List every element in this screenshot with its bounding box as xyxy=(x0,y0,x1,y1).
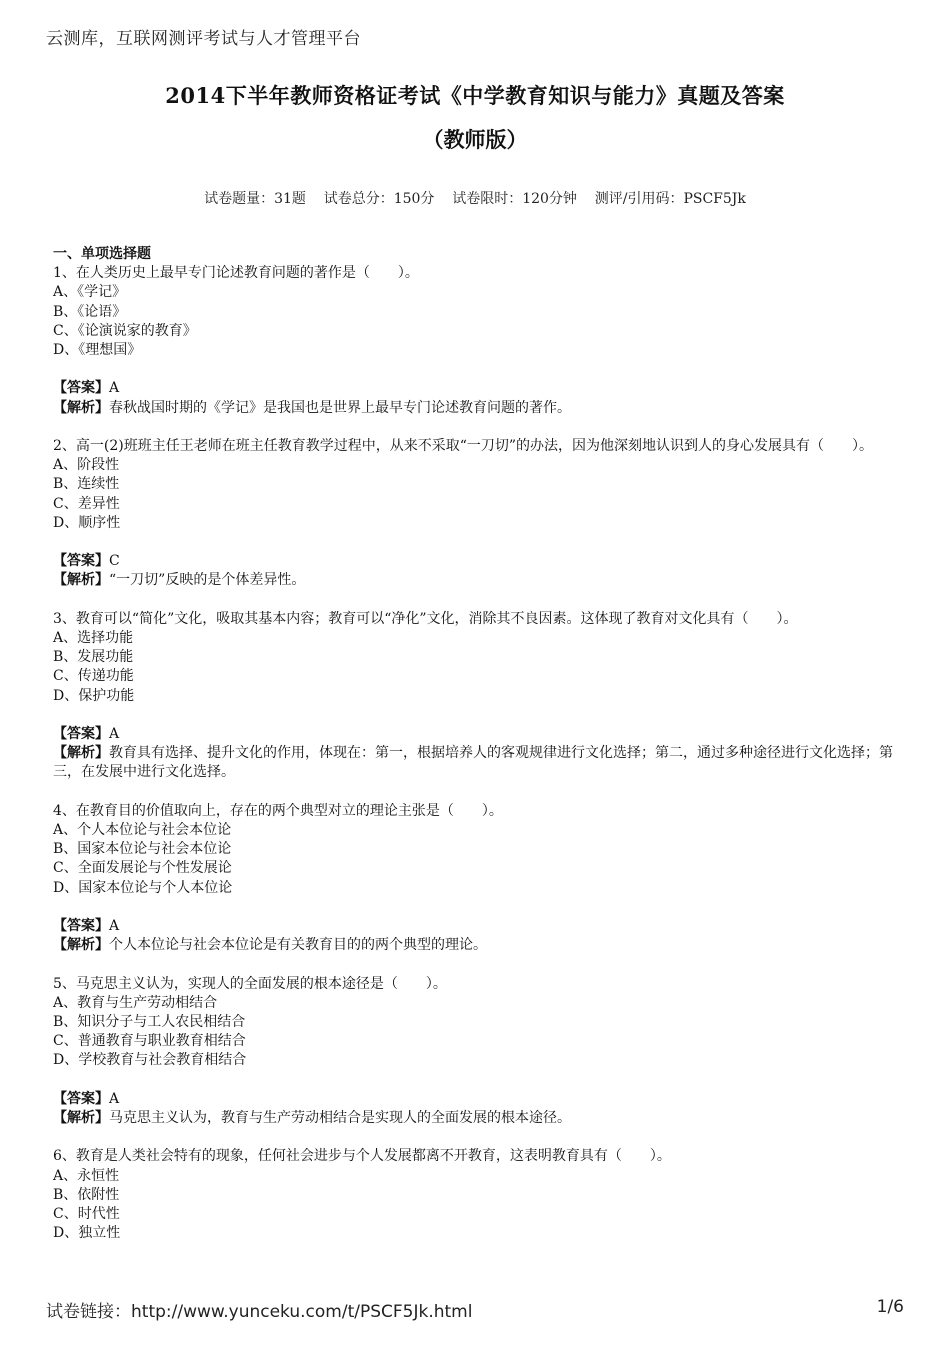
option-b: B、知识分子与工人农民相结合 xyxy=(53,1014,246,1030)
answer-line xyxy=(53,552,903,571)
question-item xyxy=(53,802,903,956)
answer-value: C xyxy=(109,553,120,570)
analysis-text: 马克思主义认为，教育与生产劳动相结合是实现人的全面发展的根本途径。 xyxy=(109,1110,571,1126)
question-text: 1、在人类历史上最早专门论述教育问题的著作是（ ）。 xyxy=(53,265,419,282)
option-d: D、国家本位论与个人本位论 xyxy=(53,879,233,896)
analysis-tag: 【解析】 xyxy=(53,937,109,954)
option-d: D、独立性 xyxy=(53,1225,121,1242)
option-d: D、顺序性 xyxy=(53,514,121,531)
exam-link[interactable]: 试卷链接：http://www.yunceku.com/t/PSCF5Jk.html xyxy=(46,1302,473,1322)
answer-tag: 【答案】 xyxy=(53,1090,109,1107)
answer-line xyxy=(53,917,903,936)
question-item xyxy=(53,975,903,1129)
answer-tag: 【答案】 xyxy=(53,726,109,742)
question-item xyxy=(53,437,903,591)
option-d: D、学校教育与社会教育相结合 xyxy=(53,1052,247,1069)
option-b: B、连续性 xyxy=(53,476,120,493)
option-c: C、全面发展论与个性发展论 xyxy=(53,860,232,877)
option-b: B、依附性 xyxy=(53,1186,120,1203)
section-title: 一、单项选择题 xyxy=(53,246,151,262)
analysis-line xyxy=(53,571,903,590)
option-d: D、保护功能 xyxy=(53,687,135,704)
answer-value: A xyxy=(109,918,120,934)
option-b: B、发展功能 xyxy=(53,649,134,666)
analysis-text: “一刀切”反映的是个体差异性。 xyxy=(109,572,306,589)
answer-line xyxy=(53,379,903,398)
option-b: B、《论语》 xyxy=(53,303,127,320)
question-text: 2、高一(2)班班主任王老师在班主任教育教学过程中，从来不采取“一刀切”的办法，因为他深刻地认识到人的身心发展具有（ ）。 xyxy=(53,438,874,454)
analysis-line xyxy=(53,744,903,782)
option-a: A、阶段性 xyxy=(53,457,120,474)
option-a: A、教育与生产劳动相结合 xyxy=(53,994,218,1011)
option-c: C、传递功能 xyxy=(53,668,134,685)
answer-value: A xyxy=(109,726,120,742)
answer-tag: 【答案】 xyxy=(53,380,109,397)
option-a: A、选择功能 xyxy=(53,630,134,646)
analysis-line xyxy=(53,936,903,955)
option-b: B、国家本位论与社会本位论 xyxy=(53,841,232,858)
analysis-tag: 【解析】 xyxy=(53,572,109,589)
page-number: 1/6 xyxy=(876,1297,904,1317)
answer-value: A xyxy=(109,1090,120,1107)
option-c: C、差异性 xyxy=(53,495,120,512)
question-item xyxy=(53,264,903,418)
question-item xyxy=(53,610,903,783)
option-d: D、《理想国》 xyxy=(53,342,142,359)
question-text: 5、马克思主义认为，实现人的全面发展的根本途径是（ ）。 xyxy=(53,975,447,992)
analysis-tag: 【解析】 xyxy=(53,399,109,416)
analysis-tag: 【解析】 xyxy=(53,1110,109,1126)
analysis-tag: 【解析】 xyxy=(53,745,109,762)
answer-value: A xyxy=(109,380,120,397)
analysis-line xyxy=(53,399,903,418)
option-a: A、个人本位论与社会本位论 xyxy=(53,822,232,838)
question-text: 4、在教育目的价值取向上，存在的两个典型对立的理论主张是（ ）。 xyxy=(53,802,503,819)
question-text: 6、教育是人类社会特有的现象，任何社会进步与个人发展都离不开教育，这表明教育具有（ ）。 xyxy=(53,1148,671,1165)
option-c: C、普通教育与职业教育相结合 xyxy=(53,1033,246,1050)
document-subtitle: （教师版） xyxy=(422,127,528,152)
option-a: A、《学记》 xyxy=(53,284,127,301)
exam-meta-info: 试卷题量：31题 试卷总分：150分 试卷限时：120分钟 测评/引用码：PSCF5Jk xyxy=(204,191,746,207)
option-c: C、时代性 xyxy=(53,1206,120,1222)
answer-tag: 【答案】 xyxy=(53,553,109,570)
option-a: A、永恒性 xyxy=(53,1167,120,1184)
option-c: C、《论演说家的教育》 xyxy=(53,322,197,339)
analysis-line xyxy=(53,1109,903,1128)
question-item xyxy=(53,1147,903,1243)
document-title: 2014下半年教师资格证考试《中学教育知识与能力》真题及答案 xyxy=(165,83,785,108)
analysis-text: 个人本位论与社会本位论是有关教育目的的两个典型的理论。 xyxy=(109,937,487,954)
answer-line xyxy=(53,725,903,744)
question-list xyxy=(53,245,903,1263)
answer-line xyxy=(53,1090,903,1109)
analysis-text: 春秋战国时期的《学记》是我国也是世界上最早专门论述教育问题的著作。 xyxy=(109,399,571,416)
analysis-text: 教育具有选择、提升文化的作用，体现在：第一，根据培养人的客观规律进行文化选择；第二，通过多种途径进行文化选择；第三，在发展中进行文化选择。 xyxy=(53,745,893,781)
answer-tag: 【答案】 xyxy=(53,918,109,934)
site-header-text: 云测库，互联网测评考试与人才管理平台 xyxy=(46,29,361,49)
question-text: 3、教育可以“简化”文化，吸取其基本内容；教育可以“净化”文化，消除其不良因素。这体现了教育对文化具有（ ）。 xyxy=(53,610,798,627)
